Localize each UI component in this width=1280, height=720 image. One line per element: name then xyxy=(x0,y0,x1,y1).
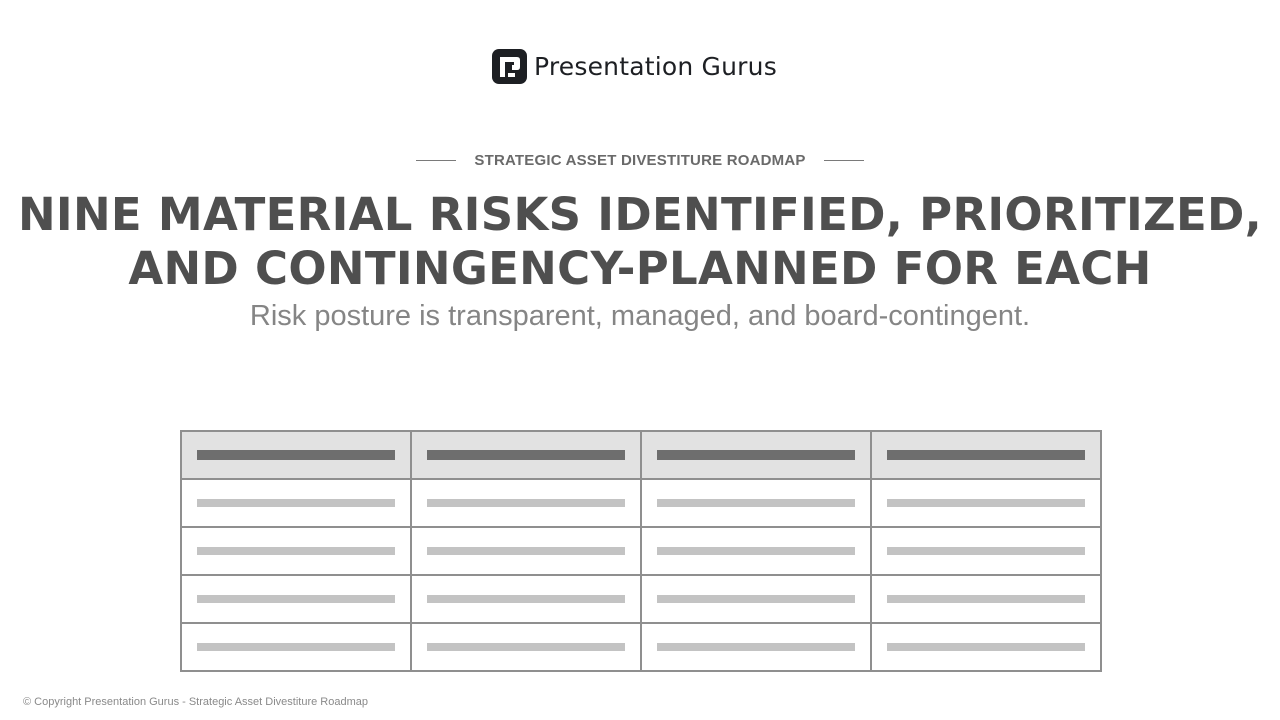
page-title xyxy=(0,188,1280,296)
cell-placeholder-bar xyxy=(197,499,395,507)
table-header-cell xyxy=(871,431,1101,479)
table-header-row xyxy=(181,431,1101,479)
table-cell xyxy=(181,527,411,575)
table-header-cell xyxy=(641,431,871,479)
cell-placeholder-bar xyxy=(427,595,625,603)
table-cell xyxy=(181,623,411,671)
cell-placeholder-bar xyxy=(197,643,395,651)
brand-name: Presentation Gurus xyxy=(534,51,777,81)
cell-placeholder-bar xyxy=(887,643,1085,651)
eyebrow-rule-left xyxy=(416,160,456,161)
eyebrow-label: STRATEGIC ASSET DIVESTITURE ROADMAP xyxy=(474,152,806,169)
table-cell xyxy=(871,527,1101,575)
title-line-2: AND CONTINGENCY-PLANNED FOR EACH xyxy=(128,242,1152,295)
table-cell xyxy=(411,479,641,527)
cell-placeholder-bar xyxy=(887,547,1085,555)
eyebrow xyxy=(0,152,1280,169)
header-placeholder-bar xyxy=(887,450,1085,460)
cell-placeholder-bar xyxy=(657,595,855,603)
table-cell xyxy=(871,623,1101,671)
table-cell xyxy=(871,479,1101,527)
cell-placeholder-bar xyxy=(657,547,855,555)
table-row xyxy=(181,623,1101,671)
table-cell xyxy=(181,575,411,623)
header-placeholder-bar xyxy=(427,450,625,460)
cell-placeholder-bar xyxy=(197,595,395,603)
header-placeholder-bar xyxy=(657,450,855,460)
table-row xyxy=(181,527,1101,575)
table-row xyxy=(181,479,1101,527)
table-cell xyxy=(411,575,641,623)
presentation-gurus-logo-icon xyxy=(492,49,527,84)
brand-logo xyxy=(492,48,777,84)
title-line-1: NINE MATERIAL RISKS IDENTIFIED, PRIORITIZED, xyxy=(17,188,1263,241)
cell-placeholder-bar xyxy=(427,499,625,507)
cell-placeholder-bar xyxy=(427,547,625,555)
cell-placeholder-bar xyxy=(657,643,855,651)
table-cell xyxy=(411,623,641,671)
cell-placeholder-bar xyxy=(657,499,855,507)
subtitle: Risk posture is transparent, managed, and board-contingent. xyxy=(249,300,1031,332)
table-cell xyxy=(411,527,641,575)
header-placeholder-bar xyxy=(197,450,395,460)
copyright-footer: © Copyright Presentation Gurus - Strategic Asset Divestiture Roadmap xyxy=(23,696,368,708)
table-cell xyxy=(871,575,1101,623)
table-cell xyxy=(641,575,871,623)
table-header-cell xyxy=(181,431,411,479)
cell-placeholder-bar xyxy=(887,499,1085,507)
table-cell xyxy=(181,479,411,527)
cell-placeholder-bar xyxy=(197,547,395,555)
table-cell xyxy=(641,623,871,671)
risk-table-placeholder xyxy=(180,430,1102,672)
table-header-cell xyxy=(411,431,641,479)
table-row xyxy=(181,575,1101,623)
eyebrow-rule-right xyxy=(824,160,864,161)
table-cell xyxy=(641,527,871,575)
cell-placeholder-bar xyxy=(427,643,625,651)
cell-placeholder-bar xyxy=(887,595,1085,603)
table-cell xyxy=(641,479,871,527)
